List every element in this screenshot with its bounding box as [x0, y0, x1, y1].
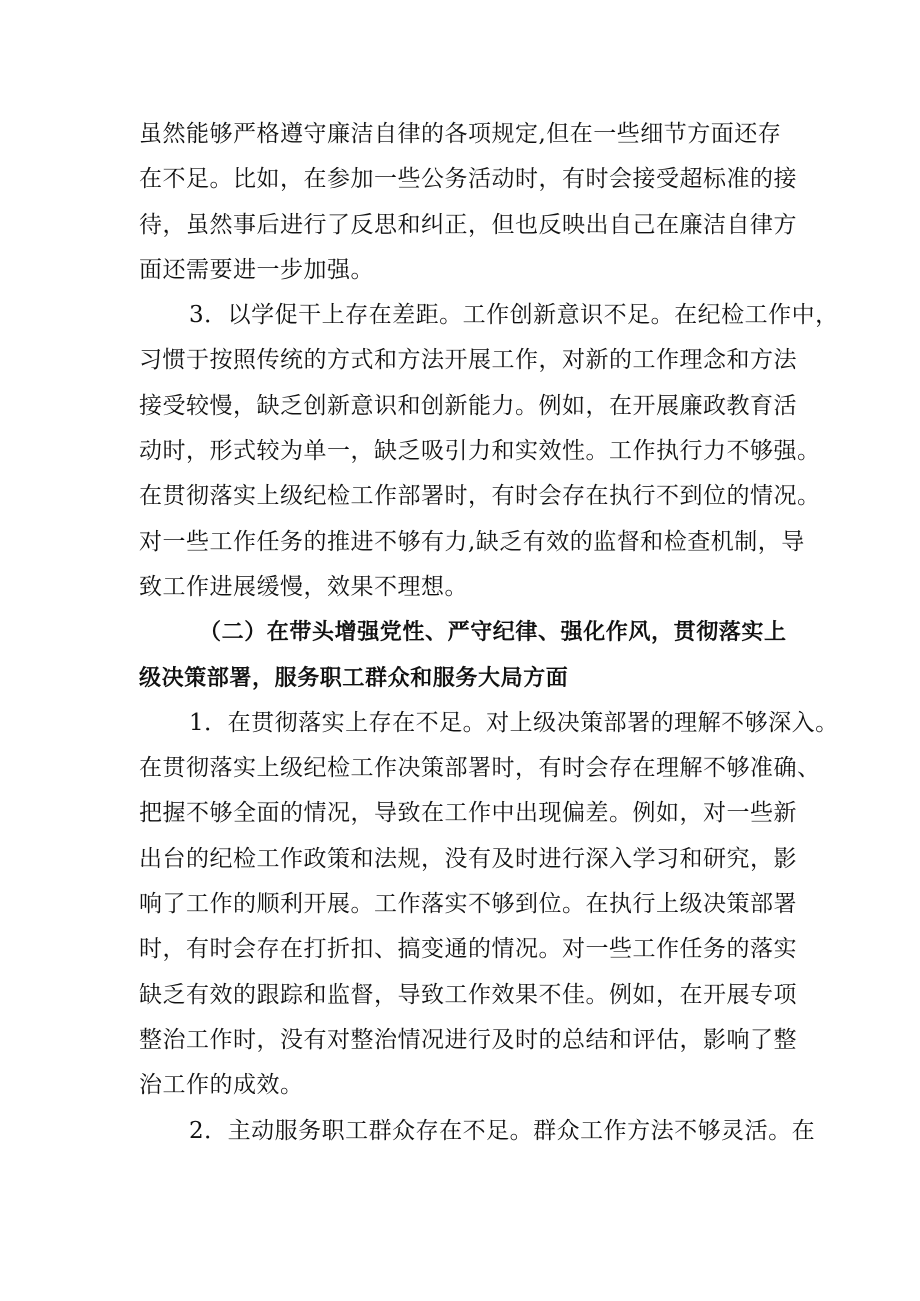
text-line: 缺乏有效的跟踪和监督，导致工作效果不佳。例如，在开展专项 [139, 981, 797, 1008]
heading-line: （二）在带头增强党性、严守纪律、强化作风，贯彻落实上 [199, 620, 787, 646]
text-line: 对一些工作任务的推进不够有力,缺乏有效的监督和检查机制，导 [139, 528, 805, 555]
text-line: 整治工作时，没有对整治情况进行及时的总结和评估，影响了整 [139, 1026, 797, 1053]
text-line: 响了工作的顺利开展。工作落实不够到位。在执行上级决策部署 [139, 891, 797, 918]
text-line: 面还需要进一步加强。 [139, 256, 374, 283]
text-line: 习惯于按照传统的方式和方法开展工作，对新的工作理念和方法 [139, 347, 797, 374]
text-line: 治工作的成效。 [139, 1072, 304, 1099]
heading-line: 级决策部署，服务职工群众和服务大局方面 [139, 665, 569, 691]
text-line: 把握不够全面的情况，导致在工作中出现偏差。例如，对一些新 [139, 800, 797, 827]
text-line: 出台的纪检工作政策和法规，没有及时进行深入学习和研究，影 [139, 845, 797, 872]
text-line: 在贯彻落实上级纪检工作部署时，有时会存在执行不到位的情况。 [139, 483, 821, 510]
paragraph [139, 1109, 816, 1154]
document-page [139, 112, 839, 1154]
text-line: 待，虽然事后进行了反思和纠正，但也反映出自己在廉洁自律方 [139, 211, 797, 238]
text-line: 致工作进展缓慢，效果不理想。 [139, 573, 468, 600]
text-line: 动时，形式较为单一，缺乏吸引力和实效性。工作执行力不够强。 [139, 438, 821, 465]
text-line: 在贯彻落实上级纪检工作决策部署时，有时会存在理解不够准确、 [139, 755, 821, 782]
paragraph [139, 112, 799, 293]
section-heading [139, 610, 799, 701]
text-line: 2．主动服务职工群众存在不足。群众工作方法不够灵活。在 [189, 1117, 816, 1144]
text-line: 1．在贯彻落实上存在不足。对上级决策部署的理解不够深入。 [189, 709, 839, 736]
text-line: 在不足。比如，在参加一些公务活动时，有时会接受超标准的接 [139, 166, 797, 193]
text-line: 接受较慢，缺乏创新意识和创新能力。例如，在开展廉政教育活 [139, 392, 797, 419]
paragraph [139, 293, 839, 610]
text-line: 虽然能够严格遵守廉洁自律的各项规定,但在一些细节方面还存 [139, 121, 782, 147]
text-line: 时，有时会存在打折扣、搞变通的情况。对一些工作任务的落实 [139, 936, 797, 963]
paragraph [139, 701, 839, 1109]
text-line: 3．以学促干上存在差距。工作创新意识不足。在纪检工作中， [189, 302, 839, 329]
